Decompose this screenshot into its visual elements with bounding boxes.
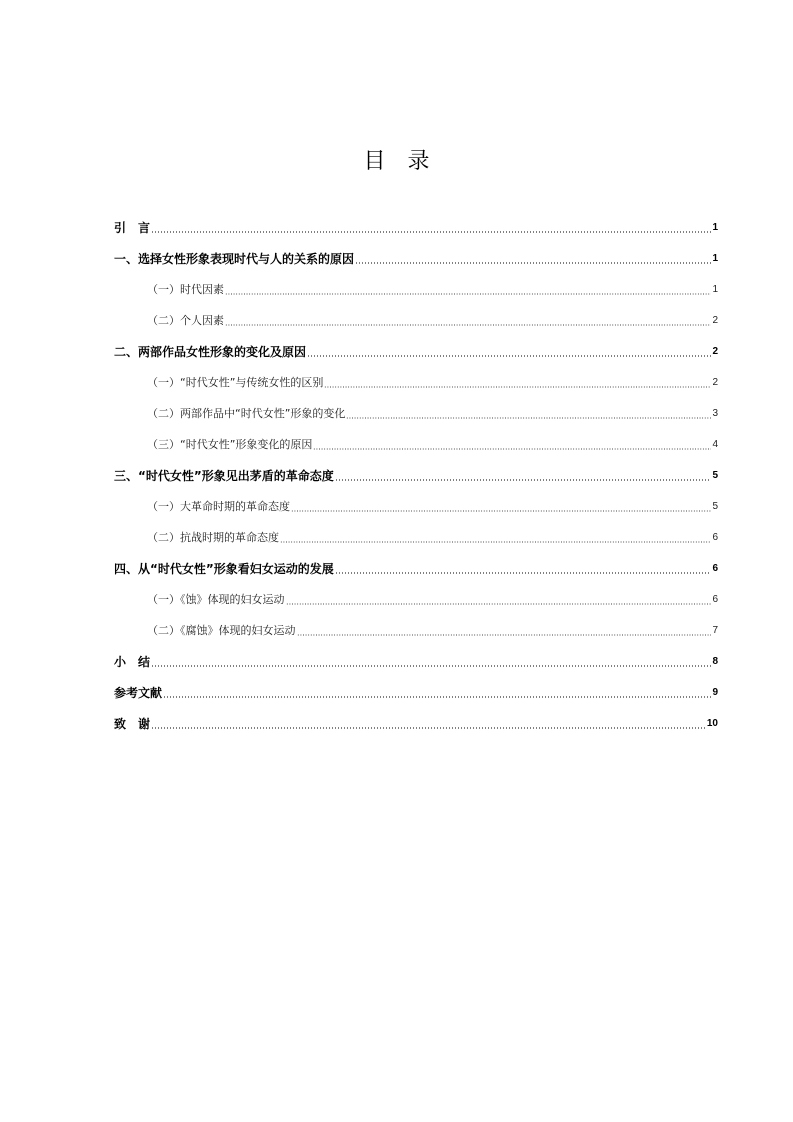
toc-entry[interactable] xyxy=(114,205,718,236)
toc-entry-page: 4 xyxy=(712,439,718,450)
toc-entry[interactable] xyxy=(114,236,718,267)
toc-entry-page: 1 xyxy=(712,253,718,264)
toc-subentry[interactable] xyxy=(114,577,718,608)
dot-leader xyxy=(335,479,712,481)
toc-entry-label: （二）个人因素 xyxy=(147,314,224,327)
toc-entry[interactable] xyxy=(114,546,718,577)
toc-entry-label: 一、选择女性形象表现时代与人的关系的原因 xyxy=(114,252,355,266)
table-of-contents xyxy=(114,205,718,732)
toc-entry-page: 5 xyxy=(712,470,718,481)
toc-entry-label: （一）“时代女性”与传统女性的区别 xyxy=(147,376,324,389)
dot-leader xyxy=(297,634,712,636)
toc-subentry[interactable] xyxy=(114,267,718,298)
toc-entry-label: （一）《蚀》体现的妇女运动 xyxy=(147,593,285,606)
toc-entry-label: （一）时代因素 xyxy=(147,283,224,296)
toc-entry-label: 引 言 xyxy=(114,221,151,235)
toc-entry-label: 参考文献 xyxy=(114,686,163,700)
toc-entry-label: （二）《腐蚀》体现的妇女运动 xyxy=(147,624,296,637)
toc-entry-page: 2 xyxy=(712,377,718,388)
toc-entry-label: （二）抗战时期的革命态度 xyxy=(147,531,279,544)
toc-entry-page: 8 xyxy=(712,656,718,667)
toc-entry-page: 6 xyxy=(712,563,718,574)
toc-entry-label: 致 谢 xyxy=(114,717,151,731)
toc-entry[interactable] xyxy=(114,670,718,701)
dot-leader xyxy=(286,603,712,605)
toc-entry[interactable] xyxy=(114,329,718,360)
toc-entry-page: 1 xyxy=(712,284,718,295)
toc-entry-page: 2 xyxy=(712,315,718,326)
dot-leader xyxy=(151,665,711,667)
toc-entry-page: 6 xyxy=(712,532,718,543)
toc-entry-label: 三、“时代女性”形象见出茅盾的革命态度 xyxy=(114,469,334,483)
toc-entry-label: 二、两部作品女性形象的变化及原因 xyxy=(114,345,307,359)
dot-leader xyxy=(151,231,711,233)
toc-entry-label: （二）两部作品中“时代女性”形象的变化 xyxy=(147,407,346,420)
dot-leader xyxy=(313,448,711,450)
dot-leader xyxy=(225,324,711,326)
toc-subentry[interactable] xyxy=(114,608,718,639)
toc-subentry[interactable] xyxy=(114,360,718,391)
dot-leader xyxy=(225,293,711,295)
dot-leader xyxy=(355,262,711,264)
dot-leader xyxy=(280,541,711,543)
toc-entry-label: 小 结 xyxy=(114,655,151,669)
dot-leader xyxy=(324,386,711,388)
dot-leader xyxy=(307,355,711,357)
toc-subentry[interactable] xyxy=(114,515,718,546)
dot-leader xyxy=(291,510,711,512)
toc-entry-page: 7 xyxy=(712,625,718,636)
toc-entry-page: 2 xyxy=(712,346,718,357)
toc-entry-page: 9 xyxy=(712,687,718,698)
toc-entry-page: 6 xyxy=(712,594,718,605)
toc-subentry[interactable] xyxy=(114,422,718,453)
toc-subentry[interactable] xyxy=(114,391,718,422)
toc-entry-page: 1 xyxy=(712,222,718,233)
dot-leader xyxy=(163,696,711,698)
toc-entry-page: 3 xyxy=(712,408,718,419)
toc-entry-label: 四、从“时代女性”形象看妇女运动的发展 xyxy=(114,562,334,576)
dot-leader xyxy=(346,417,711,419)
toc-entry[interactable] xyxy=(114,639,718,670)
toc-title: 目 录 xyxy=(363,149,430,174)
toc-entry-page: 5 xyxy=(712,501,718,512)
toc-subentry[interactable] xyxy=(114,298,718,329)
toc-entry[interactable] xyxy=(114,453,718,484)
dot-leader xyxy=(335,572,712,574)
dot-leader xyxy=(151,727,706,729)
toc-entry-label: （一）大革命时期的革命态度 xyxy=(147,500,290,513)
toc-entry[interactable] xyxy=(114,701,718,732)
toc-subentry[interactable] xyxy=(114,484,718,515)
toc-entry-page: 10 xyxy=(706,718,718,729)
toc-entry-label: （三）“时代女性”形象变化的原因 xyxy=(147,438,313,451)
